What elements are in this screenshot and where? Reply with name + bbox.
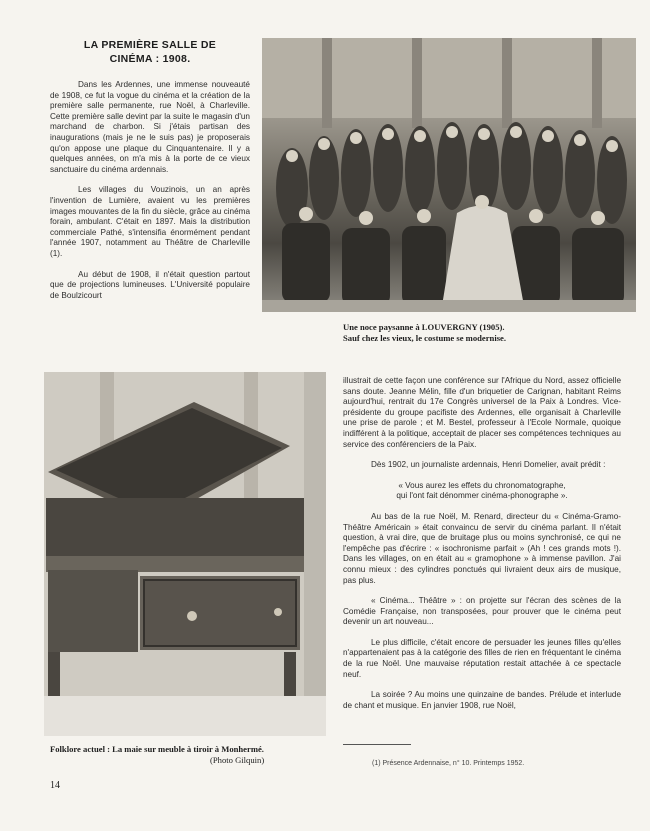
section-heading — [50, 38, 250, 66]
page-number: 14 — [50, 780, 60, 791]
chest-photo-caption — [50, 744, 322, 765]
wedding-caption-line-2: Sauf chez les vieux, le costume se modernise. — [343, 332, 507, 343]
right-paragraph-3: Au bas de la rue Noël, M. Renard, directeur du « Cinéma-Gramo-Théâtre Américain » était convaincu de servir du cinéma parlant. Il n'était question, à vrai dire, que de bruitage plus ou moins synchronisé, ce qui ne l'empêche pas d'écrire : « isochronisme parfait » (Ah ! ces grands mots !). Dans les villages, on en était au « gramophone » à immense pavillon. J'ai connu mieux : des cylindres ponctués qui livraient deux airs de musique, pas plus. — [343, 511, 621, 585]
left-paragraph-2: Les villages du Vouzinois, un an après l'invention de Lumière, avaient vu les premières images mouvantes de la fin du siècle, grâce au cinéma forain, ambulant. C'était en 1897. Mais la distribution commerciale Pathé, s'intensifia énormément pendant l'année 1907, notamment au Théâtre de Charleville (1). — [50, 185, 250, 258]
wedding-caption-line-1: Une noce paysanne à LOUVERGNY (1905). — [343, 322, 505, 332]
right-paragraph-2: Dès 1902, un journaliste ardennais, Henri Domelier, avait prédit : — [371, 460, 606, 470]
footnote-divider — [343, 744, 411, 745]
chest-photo-credit: (Photo Gilquin) — [210, 754, 265, 765]
quote-line-1: « Vous aurez les effets du chronomatographe, — [398, 480, 566, 490]
wedding-photo-caption — [343, 322, 623, 343]
chest-caption-text: Folklore actuel : La maie sur meuble à tiroir à Monhermé. — [50, 744, 264, 754]
right-paragraph-1: illustrait de cette façon une conférence sur l'Afrique du Nord, assez officielle sans doute. Jeanne Mélin, fille d'un briquetier de Carignan, habitant Reims aujourd'hui, rentrait du 17e Congrès universel de la Paix à Londres. Vice-présidente du groupe pacifiste des Ardennes, elle organisait à Charleville une prise de parole ; et M. Bestel, professeur à l'Ecole Normale, quoique indifférent à la politique, acceptait de placer ses compétences techniques au service des conférenciers de la Paix. — [343, 376, 621, 449]
heading-line-1: LA PREMIÈRE SALLE DE — [83, 39, 217, 51]
left-text-column — [50, 80, 250, 342]
right-paragraph-6: La soirée ? Au moins une quinzaine de bandes. Prélude et interlude de chant et musique. En janvier 1908, rue Noël, — [343, 690, 621, 710]
right-paragraph-4: « Cinéma... Théâtre » : on projette sur l'écran des scènes de la Comédie Française, non transposées, pour prouver que le cinéma peut devenir un art nouveau... — [343, 596, 621, 627]
heading-line-2: CINÉMA : 1908. — [109, 53, 191, 65]
wedding-photo-image — [262, 38, 636, 312]
chest-photo-image — [44, 372, 326, 736]
prediction-quote — [343, 481, 621, 502]
right-text-column — [343, 376, 621, 758]
wedding-group-photo — [262, 38, 636, 312]
left-paragraph-3: Au début de 1908, il n'était question partout que de projections lumineuses. L'Université populaire de Boulzicourt — [50, 269, 250, 300]
right-paragraph-5: Le plus difficile, c'était encore de persuader les jeunes filles qu'elles n'appartenaient pas à la catégorie des filles de rien en fréquentant le cinéma de la rue Noël. Une mauvaise réputation restait attachée à ce spectacle neuf. — [343, 637, 621, 679]
chest-photo — [44, 372, 326, 736]
footnote: (1) Présence Ardennaise, n° 10. Printemps 1952. — [372, 760, 525, 767]
quote-line-2: qui l'ont fait dénommer cinéma-phonographe ». — [396, 491, 568, 501]
left-paragraph-1: Dans les Ardennes, une immense nouveauté de 1908, ce fut la vogue du cinéma et la création de la première salle permanente, rue Noël, à Charleville. Cette première salle devint par la suite le magasin d'un marchand de charbon. Si j'étais partisan des inaugurations (mais je ne le suis pas) je proposerais qu'on appose une plaque du Cinquantenaire. Il y a quelques années, on m'a mis à la porte de ce vieux sanctuaire du cinéma ardennais. — [50, 80, 250, 174]
